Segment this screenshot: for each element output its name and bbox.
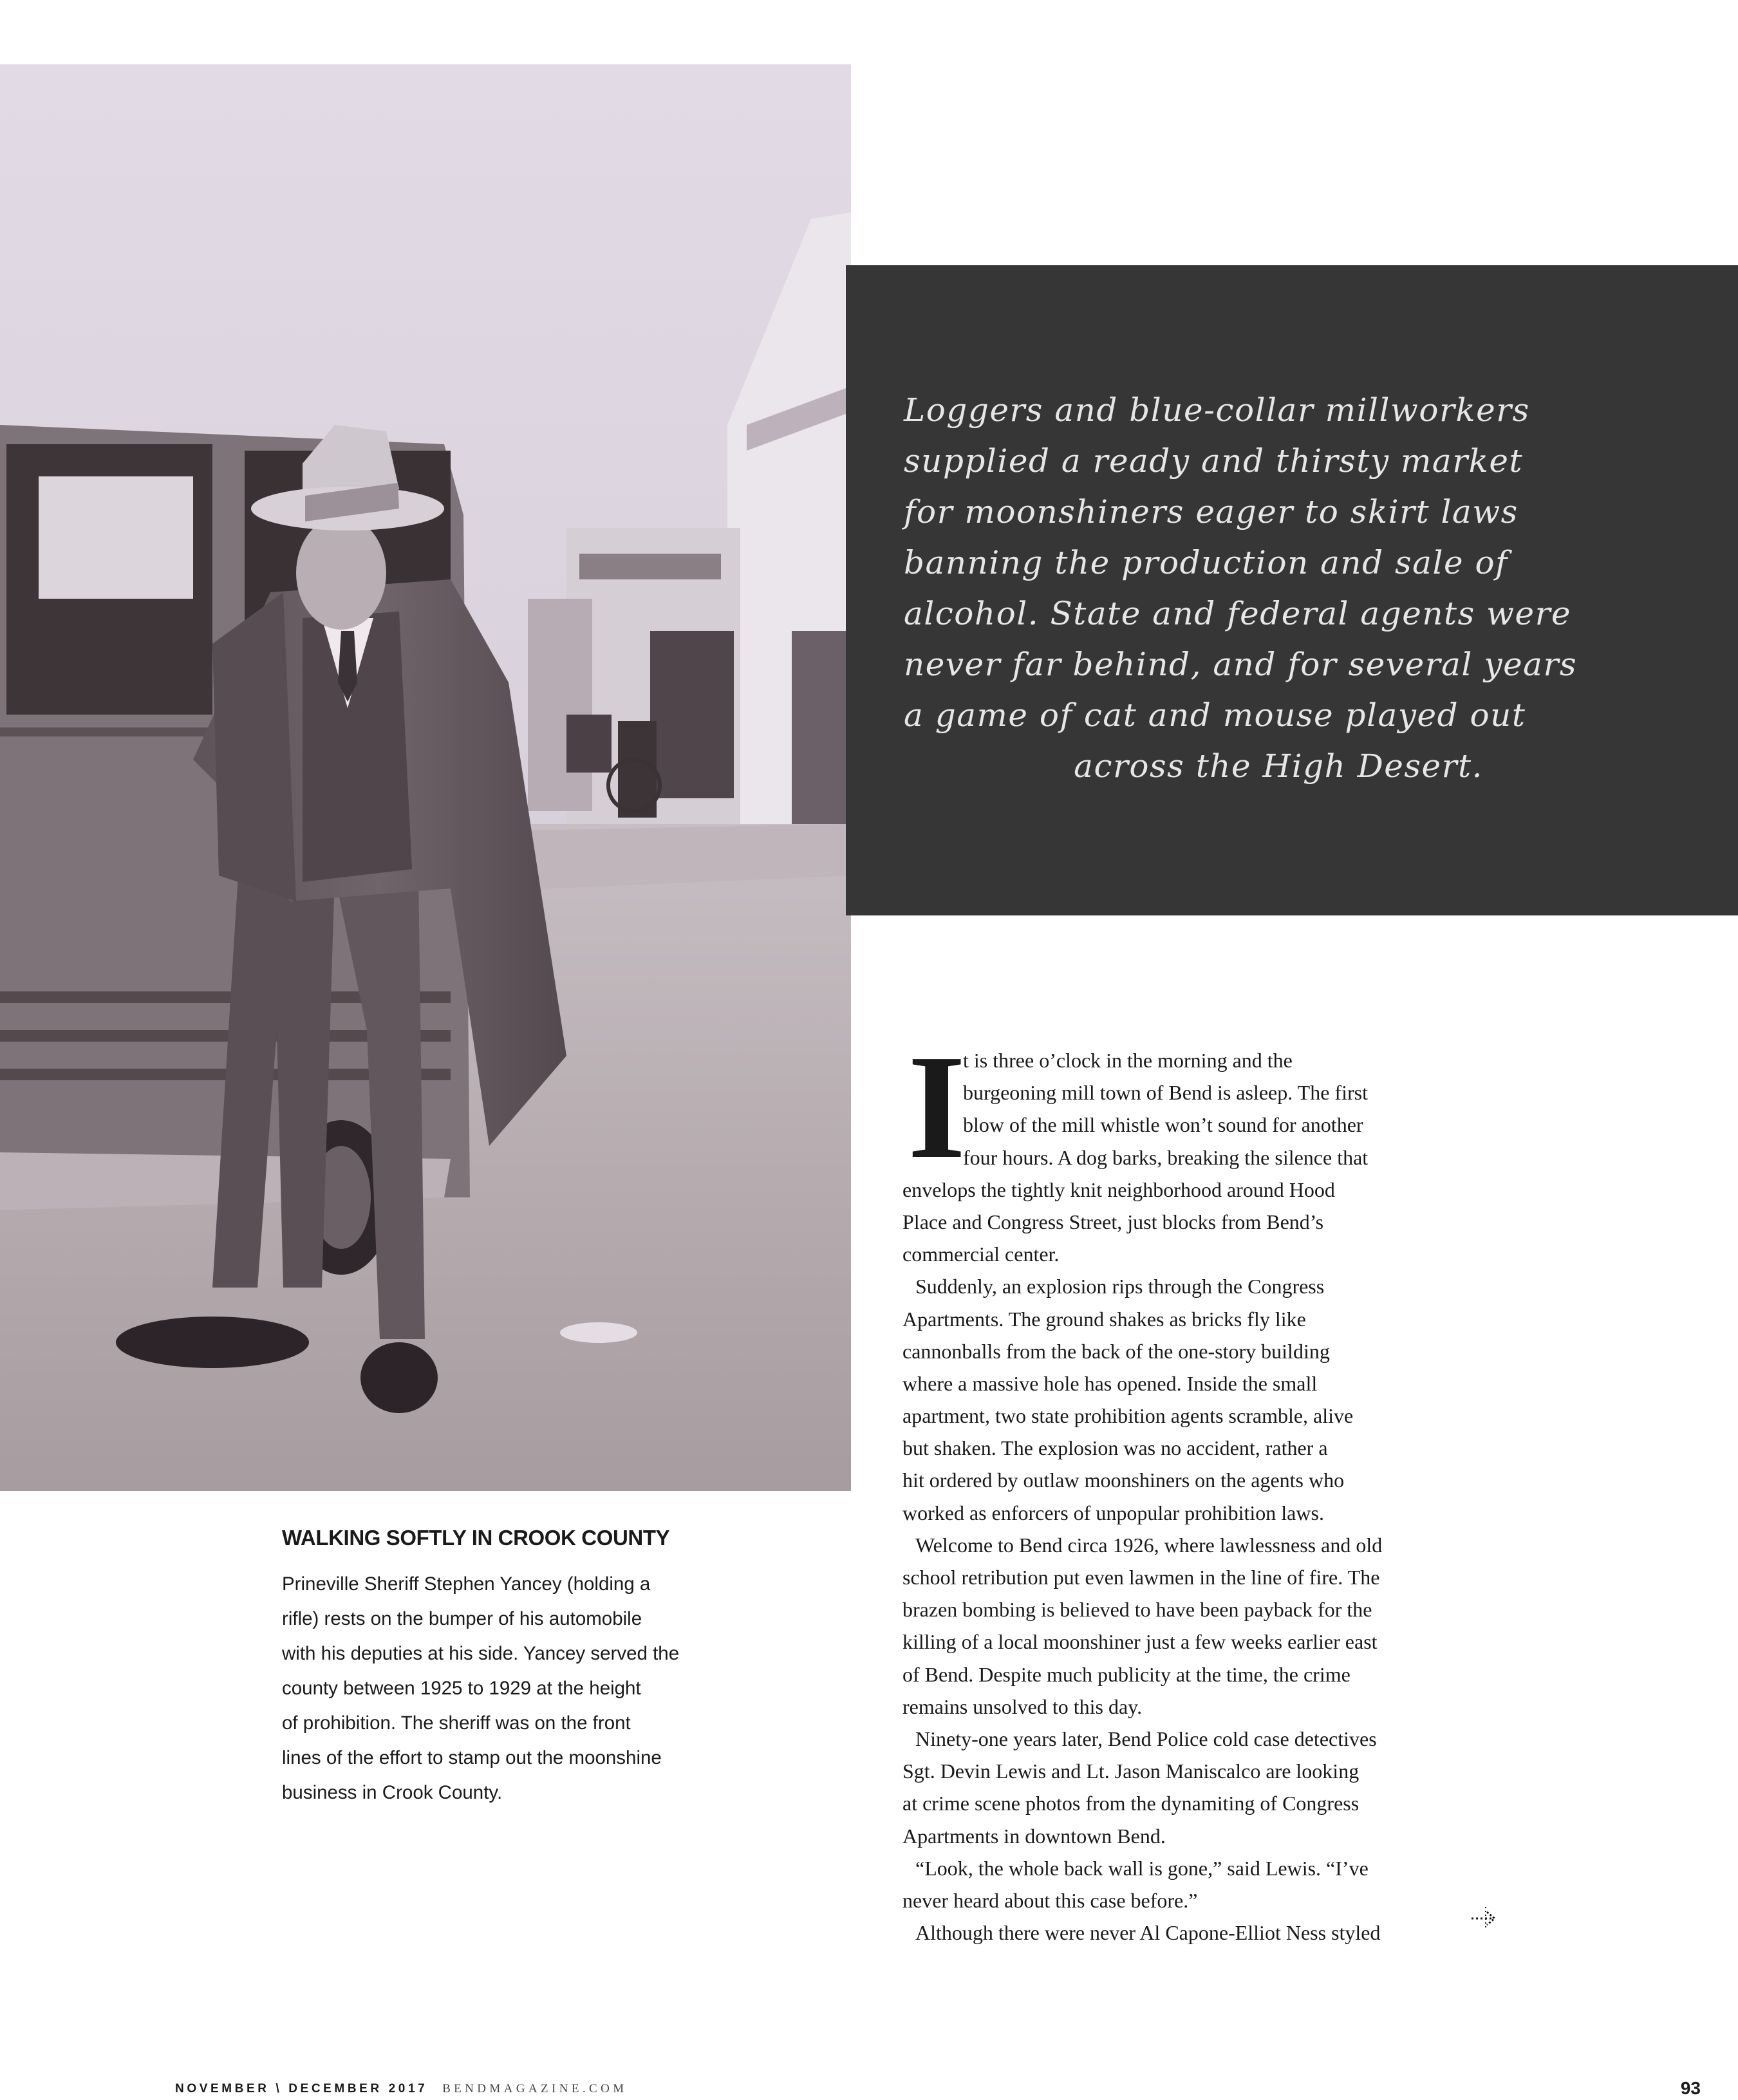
body-line: never heard about this case before.” [902, 1888, 1198, 1912]
body-line: worked as enforcers of unpopular prohibition laws. [902, 1501, 1324, 1524]
page-footer [175, 2082, 628, 2096]
pull-quote-line: Loggers and blue-collar millworkers [904, 391, 1530, 429]
body-line: brazen bombing is believed to have been payback for the [902, 1598, 1372, 1622]
body-line: four hours. A dog barks, breaking the silence that [963, 1145, 1369, 1169]
caption-body [282, 1567, 700, 1810]
body-line: commercial center. [902, 1242, 1060, 1266]
body-line: envelops the tightly knit neighborhood around Hood [902, 1177, 1335, 1201]
historic-photo [0, 64, 851, 1491]
pull-quote-line: supplied a ready and thirsty market [904, 442, 1524, 480]
body-line: where a massive hole has opened. Inside the small [902, 1371, 1318, 1395]
issue-date: NOVEMBER \ DECEMBER 2017 [175, 2082, 428, 2095]
pull-quote-line: never far behind, and for several years [904, 646, 1578, 683]
body-line: hit ordered by outlaw moonshiners on the agents who [902, 1468, 1345, 1492]
caption-line: county between 1925 to 1929 at the height [282, 1678, 641, 1699]
body-line: school retribution put even lawmen in the line of fire. The [902, 1566, 1380, 1589]
body-line: Although there were never Al Capone-Elliot Ness styled [915, 1921, 1381, 1945]
body-line: burgeoning mill town of Bend is asleep. The first [963, 1081, 1368, 1105]
page-number: 93 [1680, 2078, 1701, 2098]
body-line: “Look, the whole back wall is gone,” said Lewis. “I’ve [915, 1856, 1369, 1880]
pull-quote-line: a game of cat and mouse played out [904, 697, 1526, 734]
body-line: Suddenly, an explosion rips through the Congress [915, 1275, 1325, 1298]
website-link[interactable]: BENDMAGAZINE.COM [442, 2082, 628, 2095]
body-line: t is three o’clock in the morning and the [963, 1049, 1293, 1072]
body-line: remains unsolved to this day. [902, 1694, 1143, 1718]
body-line: Sgt. Devin Lewis and Lt. Jason Maniscalco are looking [902, 1759, 1360, 1783]
pull-quote [904, 385, 1578, 792]
body-line: apartment, two state prohibition agents scramble, alive [902, 1404, 1354, 1428]
caption-line: rifle) rests on the bumper of his automobile [282, 1608, 642, 1629]
body-line: Place and Congress Street, just blocks from Bend’s [902, 1210, 1324, 1233]
caption-line: Prineville Sheriff Stephen Yancey (holding a [282, 1573, 651, 1595]
pull-quote-line: across the High Desert. [1074, 747, 1483, 785]
body-line: cannonballs from the back of the one-story building [902, 1339, 1330, 1363]
caption-line: of prohibition. The sheriff was on the front [282, 1712, 631, 1734]
article-body [902, 1024, 1469, 1949]
caption-line: lines of the effort to stamp out the moonshine [282, 1747, 662, 1768]
body-line: Apartments. The ground shakes as bricks fly like [902, 1307, 1306, 1331]
caption-title: WALKING SOFTLY IN CROOK COUNTY [282, 1526, 670, 1550]
body-line: Apartments in downtown Bend. [902, 1824, 1166, 1848]
body-line: killing of a local moonshiner just a few weeks earlier east [902, 1630, 1378, 1654]
pull-quote-line: for moonshiners eager to skirt laws [904, 493, 1518, 530]
caption-line: with his deputies at his side. Yancey served the [282, 1643, 680, 1664]
continue-arrow-icon [1469, 1906, 1500, 1931]
body-line: Welcome to Bend circa 1926, where lawlessness and old [915, 1533, 1383, 1557]
body-line: but shaken. The explosion was no accident, rather a [902, 1436, 1328, 1460]
pull-quote-box [846, 265, 1738, 915]
body-line: Ninety-one years later, Bend Police cold case detectives [915, 1727, 1377, 1750]
photo-caption [282, 1526, 700, 1810]
body-line: at crime scene photos from the dynamiting of Congress [902, 1792, 1360, 1815]
drop-cap: I [908, 1024, 966, 1190]
body-line: of Bend. Despite much publicity at the time, the crime [902, 1662, 1350, 1686]
pull-quote-line: banning the production and sale of [904, 544, 1509, 581]
pull-quote-line: alcohol. State and federal agents were [904, 595, 1572, 632]
body-line: blow of the mill whistle won’t sound for another [963, 1113, 1363, 1137]
caption-line: business in Crook County. [282, 1782, 503, 1803]
